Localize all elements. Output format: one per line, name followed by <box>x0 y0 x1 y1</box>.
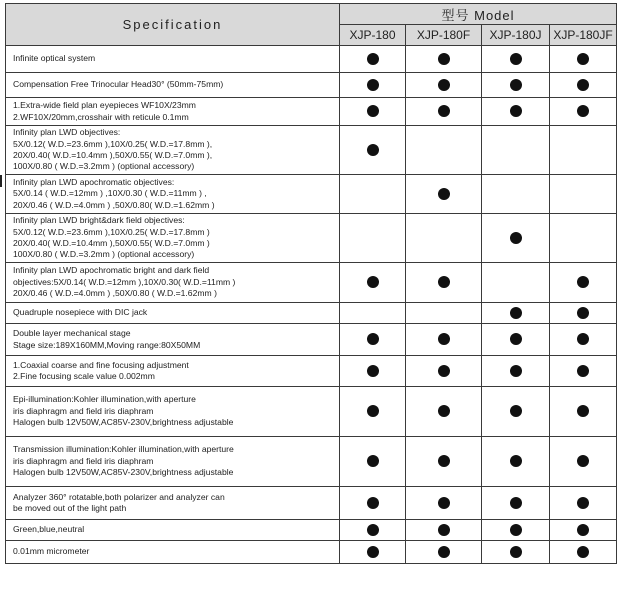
availability-dot-icon <box>438 455 450 467</box>
feature-text: iris diaphragm and field iris diaphram <box>13 455 154 466</box>
feature-text: Infinity plan LWD objectives: <box>13 127 121 138</box>
feature-text: 1.Extra-wide field plan eyepieces WF10X/23mm <box>13 100 196 111</box>
feature-text: be moved out of the light path <box>13 503 127 513</box>
feature-cell <box>6 214 340 263</box>
feature-text: 5X/0.12( W.D.=23.6mm ),10X/0.25( W.D.=17.8mm ), <box>13 138 213 149</box>
availability-cell <box>406 487 482 520</box>
specification-table <box>5 3 617 564</box>
availability-cell <box>482 303 550 324</box>
table-row <box>6 46 617 73</box>
feature-cell <box>6 520 340 541</box>
table-row <box>6 73 617 98</box>
feature-text: Stage size:189X160MM,Moving range:80X50MM <box>13 339 201 350</box>
table-row <box>6 303 617 324</box>
feature-cell <box>6 126 340 175</box>
availability-cell <box>340 126 406 175</box>
availability-dot-icon <box>438 405 450 417</box>
availability-cell <box>482 520 550 541</box>
availability-cell <box>340 263 406 303</box>
feature-text: Infinity plan LWD apochromatic objectives: <box>13 176 175 187</box>
availability-dot-icon <box>577 276 589 288</box>
feature-text: objectives:5X/0.14( W.D.=12mm ),10X/0.30( W.D.=11mm ) <box>13 276 236 287</box>
availability-cell <box>340 303 406 324</box>
feature-text: Infinite optical system <box>13 53 96 64</box>
availability-dot-icon <box>510 79 522 91</box>
availability-cell <box>482 387 550 437</box>
availability-cell <box>406 520 482 541</box>
availability-cell <box>406 387 482 437</box>
availability-cell <box>406 175 482 214</box>
feature-text: 100X/0.80 ( W.D.=3.2mm ) (optional accessory) <box>13 249 195 260</box>
feature-cell <box>6 387 340 437</box>
availability-dot-icon <box>577 365 589 377</box>
availability-cell <box>550 175 617 214</box>
availability-cell <box>406 46 482 73</box>
availability-cell <box>482 324 550 356</box>
availability-cell <box>340 487 406 520</box>
availability-cell <box>482 73 550 98</box>
availability-dot-icon <box>438 365 450 377</box>
table-row <box>6 520 617 541</box>
table-row <box>6 175 617 214</box>
availability-dot-icon <box>510 546 522 558</box>
availability-dot-icon <box>367 105 379 117</box>
availability-cell <box>550 541 617 564</box>
availability-cell <box>340 175 406 214</box>
feature-cell <box>6 437 340 487</box>
availability-dot-icon <box>577 53 589 65</box>
availability-cell <box>550 356 617 387</box>
availability-dot-icon <box>438 79 450 91</box>
table-row <box>6 98 617 126</box>
availability-cell <box>550 214 617 263</box>
table-row <box>6 487 617 520</box>
feature-text: Halogen bulb 12V50W,AC85V-230V,brightness adjustable <box>13 417 234 428</box>
feature-text: iris diaphragm and field iris diaphram <box>13 405 154 416</box>
feature-text: 5X/0.12( W.D.=23.6mm ),10X/0.25( W.D.=17.8mm ) <box>13 226 210 237</box>
availability-cell <box>482 98 550 126</box>
availability-cell <box>406 73 482 98</box>
availability-dot-icon <box>367 365 379 377</box>
availability-dot-icon <box>438 497 450 509</box>
feature-text: 0.01mm micrometer <box>13 546 90 557</box>
availability-cell <box>340 98 406 126</box>
availability-cell <box>550 487 617 520</box>
availability-dot-icon <box>367 276 379 288</box>
availability-dot-icon <box>510 524 522 536</box>
feature-text: Epi-illumination:Kohler illumination,with aperture <box>13 394 196 405</box>
availability-cell <box>340 73 406 98</box>
availability-dot-icon <box>510 333 522 345</box>
availability-cell <box>406 541 482 564</box>
feature-text: Quadruple nosepiece with DIC jack <box>13 307 148 318</box>
availability-dot-icon <box>577 333 589 345</box>
feature-text: 100X/0.80 ( W.D.=3.2mm ) (optional accessory) <box>13 161 195 172</box>
availability-cell <box>406 98 482 126</box>
availability-dot-icon <box>367 455 379 467</box>
availability-dot-icon <box>367 497 379 509</box>
availability-dot-icon <box>510 105 522 117</box>
availability-dot-icon <box>577 546 589 558</box>
availability-dot-icon <box>510 307 522 319</box>
availability-cell <box>550 263 617 303</box>
availability-cell <box>340 46 406 73</box>
model-header: 型号 Model <box>340 4 617 25</box>
edge-mark <box>0 175 2 187</box>
availability-dot-icon <box>577 79 589 91</box>
availability-cell <box>550 303 617 324</box>
availability-cell <box>482 541 550 564</box>
availability-dot-icon <box>510 405 522 417</box>
availability-cell <box>340 214 406 263</box>
availability-cell <box>550 437 617 487</box>
feature-cell <box>6 541 340 564</box>
feature-text: Infinity plan LWD bright&dark field objectives: <box>13 215 185 226</box>
availability-cell <box>340 541 406 564</box>
availability-dot-icon <box>438 546 450 558</box>
specification-rows <box>6 46 617 564</box>
availability-cell <box>340 387 406 437</box>
table-row <box>6 387 617 437</box>
feature-cell <box>6 356 340 387</box>
feature-cell <box>6 73 340 98</box>
model-column-xjp-180: XJP-180 <box>340 25 406 46</box>
table-row <box>6 541 617 564</box>
feature-text: Transmission illumination:Kohler illumination,with aperture <box>13 444 234 455</box>
feature-cell <box>6 46 340 73</box>
availability-dot-icon <box>510 455 522 467</box>
feature-text: 5X/0.14 ( W.D.=12mm ) ,10X/0.30 ( W.D.=11mm ) , <box>13 188 207 199</box>
feature-cell <box>6 324 340 356</box>
feature-text: 2.WF10X/20mm,crosshair with reticule 0.1mm <box>13 111 189 122</box>
availability-dot-icon <box>577 405 589 417</box>
feature-text: 20X/0.46 ( W.D.=4.0mm ) ,50X/0.80( W.D.=1.62mm ) <box>13 199 215 210</box>
availability-dot-icon <box>367 524 379 536</box>
availability-dot-icon <box>367 79 379 91</box>
feature-cell <box>6 98 340 126</box>
feature-text: Double layer mechanical stage <box>13 328 131 339</box>
availability-dot-icon <box>577 524 589 536</box>
availability-cell <box>550 98 617 126</box>
availability-cell <box>550 46 617 73</box>
feature-text: Infinity plan LWD apochromatic bright and dark field <box>13 265 210 276</box>
availability-cell <box>406 437 482 487</box>
availability-dot-icon <box>438 524 450 536</box>
availability-dot-icon <box>510 232 522 244</box>
availability-dot-icon <box>438 105 450 117</box>
availability-cell <box>550 126 617 175</box>
availability-dot-icon <box>438 276 450 288</box>
availability-cell <box>550 73 617 98</box>
feature-text: Analyzer 360° rotatable,both polarizer and analyzer can <box>13 491 225 502</box>
availability-dot-icon <box>438 333 450 345</box>
feature-text: Halogen bulb 12V50W,AC85V-230V,brightness adjustable <box>13 467 234 478</box>
availability-dot-icon <box>438 53 450 65</box>
availability-dot-icon <box>577 497 589 509</box>
availability-dot-icon <box>367 333 379 345</box>
model-column-xjp-180jf: XJP-180JF <box>550 25 617 46</box>
availability-cell <box>482 437 550 487</box>
availability-dot-icon <box>367 144 379 156</box>
feature-text: Compensation Free Trinocular Head30° (50mm-75mm) <box>13 79 224 90</box>
availability-cell <box>406 214 482 263</box>
feature-text: Green,blue,neutral <box>13 524 85 535</box>
feature-cell <box>6 175 340 214</box>
table-row <box>6 263 617 303</box>
availability-cell <box>340 437 406 487</box>
feature-text: 20X/0.40( W.D.=10.4mm ),50X/0.55( W.D.=7.0mm ), <box>13 150 213 160</box>
availability-cell <box>340 520 406 541</box>
feature-text: 2.Fine focusing scale value 0.002mm <box>13 371 155 381</box>
table-row <box>6 126 617 175</box>
availability-cell <box>482 175 550 214</box>
table-row <box>6 324 617 356</box>
feature-cell <box>6 303 340 324</box>
model-column-xjp-180f: XJP-180F <box>406 25 482 46</box>
feature-cell <box>6 487 340 520</box>
availability-cell <box>340 356 406 387</box>
availability-cell <box>482 356 550 387</box>
availability-cell <box>340 324 406 356</box>
availability-dot-icon <box>510 53 522 65</box>
availability-dot-icon <box>367 53 379 65</box>
availability-dot-icon <box>577 455 589 467</box>
availability-cell <box>550 520 617 541</box>
table-row <box>6 214 617 263</box>
availability-cell <box>482 46 550 73</box>
feature-text: 20X/0.46 ( W.D.=4.0mm ) ,50X/0.80 ( W.D.=1.62mm ) <box>13 288 217 299</box>
availability-cell <box>482 126 550 175</box>
availability-cell <box>406 263 482 303</box>
availability-cell <box>406 324 482 356</box>
feature-cell <box>6 263 340 303</box>
table-row <box>6 356 617 387</box>
table-row <box>6 437 617 487</box>
model-column-xjp-180j: XJP-180J <box>482 25 550 46</box>
availability-cell <box>406 356 482 387</box>
availability-cell <box>406 303 482 324</box>
availability-dot-icon <box>510 365 522 377</box>
availability-cell <box>406 126 482 175</box>
availability-cell <box>550 324 617 356</box>
feature-text: 20X/0.40( W.D.=10.4mm ),50X/0.55( W.D.=7.0mm ) <box>13 238 210 248</box>
availability-dot-icon <box>577 307 589 319</box>
specification-header: Specification <box>6 4 340 46</box>
feature-text: 1.Coaxial coarse and fine focusing adjustment <box>13 359 189 370</box>
availability-dot-icon <box>577 105 589 117</box>
availability-cell <box>550 387 617 437</box>
availability-dot-icon <box>438 188 450 200</box>
availability-dot-icon <box>367 405 379 417</box>
availability-dot-icon <box>510 497 522 509</box>
availability-cell <box>482 263 550 303</box>
availability-cell <box>482 214 550 263</box>
availability-cell <box>482 487 550 520</box>
availability-dot-icon <box>367 546 379 558</box>
